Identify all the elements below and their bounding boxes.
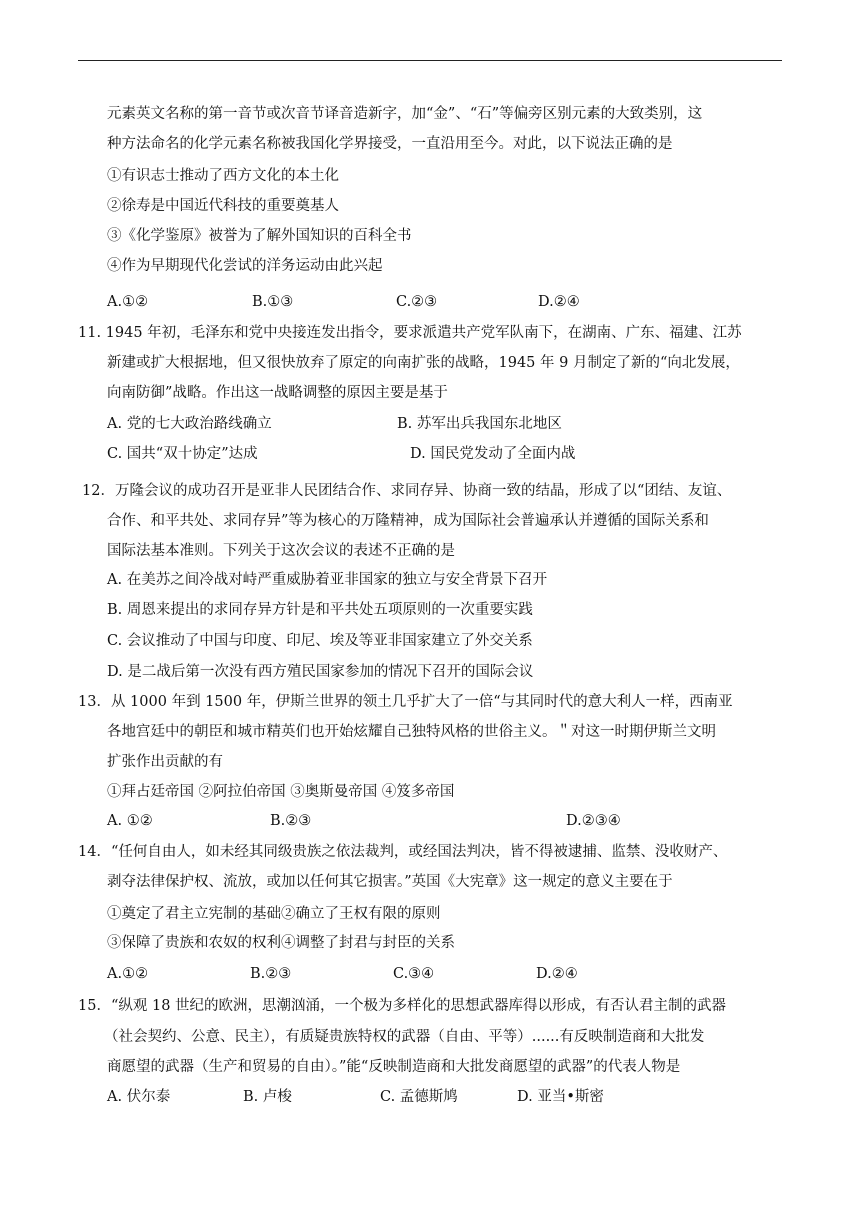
q13-text-line3: 扩张作出贡献的有: [107, 754, 223, 770]
q13-option-b: B.②③: [270, 813, 312, 829]
q15-option-b: B. 卢梭: [243, 1089, 292, 1105]
q14-items-1-2: ①奠定了君主立宪制的基础②确立了王权有限的原则: [107, 906, 441, 922]
q10-item-4: ④作为早期现代化尝试的洋务运动由此兴起: [107, 258, 383, 274]
q12-text-line2: 合作、和平共处、求同存异”等为核心的万隆精神，成为国际社会普遍承认并遵循的国际关系和: [107, 513, 709, 529]
q13-option-d: D.②③④: [566, 813, 621, 829]
q10-option-a: A.①②: [107, 294, 149, 310]
q14-text-line2: 剥夺法律保护权、流放，或加以任何其它损害。”英国《大宪章》这一规定的意义主要在于: [107, 874, 673, 890]
q10-option-b: B.①③: [252, 294, 294, 310]
q13-option-a: A. ①②: [107, 813, 153, 829]
q15-option-c: C. 孟德斯鸠: [380, 1089, 458, 1105]
q12-text-line1: 12．万隆会议的成功召开是亚非人民团结合作、求同存异、协商一致的结晶，形成了以“团结、友谊、: [82, 483, 732, 499]
q12-option-c: C. 会议推动了中国与印度、印尼、埃及等亚非国家建立了外交关系: [107, 633, 533, 649]
q15-option-d: D. 亚当•斯密: [517, 1089, 604, 1105]
q13-text-line1: 13．从 1000 年到 1500 年，伊斯兰世界的领土几乎扩大了一倍“与其同时代的意大利人一样，西南亚: [78, 694, 733, 710]
q13-text-line2: 各地宫廷中的朝臣和城市精英们也开始炫耀自己独特风格的世俗主义。＂对这一时期伊斯兰文明: [107, 724, 716, 740]
header-rule: [78, 60, 782, 61]
q14-option-c: C.③④: [393, 966, 435, 982]
q10-item-2: ②徐寿是中国近代科技的重要奠基人: [107, 198, 339, 214]
q11-text-line1: 11. 1945 年初，毛泽东和党中央接连发出指令，要求派遣共产党军队南下，在湖南、广东、福建、江苏: [78, 325, 742, 341]
q15-text-line2: （社会契约、公意、民主），有质疑贵族特权的武器（自由、平等）......有反映制造商和大批发: [104, 1029, 705, 1045]
q15-text-line3: 商愿望的武器（生产和贸易的自由）。”能“反映制造商和大批发商愿望的武器”的代表人物是: [107, 1059, 681, 1075]
q13-items: ①拜占廷帝国 ②阿拉伯帝国 ③奥斯曼帝国 ④笈多帝国: [107, 784, 455, 800]
q12-option-a: A. 在美苏之间冷战对峙严重威胁着亚非国家的独立与安全背景下召开: [107, 572, 548, 588]
q14-option-b: B.②③: [250, 966, 292, 982]
q10-item-3: ③《化学鉴原》被誉为了解外国知识的百科全书: [107, 228, 412, 244]
q14-option-d: D.②④: [536, 966, 578, 982]
q10-option-c: C.②③: [396, 294, 438, 310]
q12-text-line3: 国际法基本准则。下列关于这次会议的表述不正确的是: [107, 543, 455, 559]
q14-option-a: A.①②: [107, 966, 149, 982]
q10-item-1: ①有识志士推动了西方文化的本土化: [107, 168, 339, 184]
q14-text-line1: 14．“任何自由人，如未经其同级贵族之依法裁判，或经国法判决，皆不得被逮捕、监禁、没收财产、: [78, 844, 728, 860]
q10-text-line1: 元素英文名称的第一音节或次音节译音造新字，加“金”、“石”等偏旁区别元素的大致类别，这: [107, 106, 703, 122]
q15-option-a: A. 伏尔泰: [107, 1089, 171, 1105]
q10-option-d: D.②④: [538, 294, 580, 310]
q11-text-line3: 向南防御”战略。作出这一战略调整的原因主要是基于: [107, 385, 448, 401]
q11-option-a: A. 党的七大政治路线确立: [107, 416, 272, 432]
q11-option-d: D. 国民党发动了全面内战: [410, 446, 576, 462]
q14-items-3-4: ③保障了贵族和农奴的权利④调整了封君与封臣的关系: [107, 935, 455, 951]
q11-text-line2: 新建或扩大根据地，但又很快放弃了原定的向南扩张的战略，1945 年 9 月制定了新的“向北发展，: [107, 355, 740, 371]
q12-option-b: B. 周恩来提出的求同存异方针是和平共处五项原则的一次重要实践: [107, 602, 533, 618]
q11-option-c: C. 国共“双十协定”达成: [107, 446, 258, 462]
q11-option-b: B. 苏军出兵我国东北地区: [397, 416, 562, 432]
q10-text-line2: 种方法命名的化学元素名称被我国化学界接受，一直沿用至今。对此，以下说法正确的是: [107, 136, 673, 152]
q12-option-d: D. 是二战后第一次没有西方殖民国家参加的情况下召开的国际会议: [107, 664, 534, 680]
q15-text-line1: 15．“纵观 18 世纪的欧洲，思潮汹涌，一个极为多样化的思想武器库得以形成，有否认君主制的武器: [78, 998, 727, 1014]
